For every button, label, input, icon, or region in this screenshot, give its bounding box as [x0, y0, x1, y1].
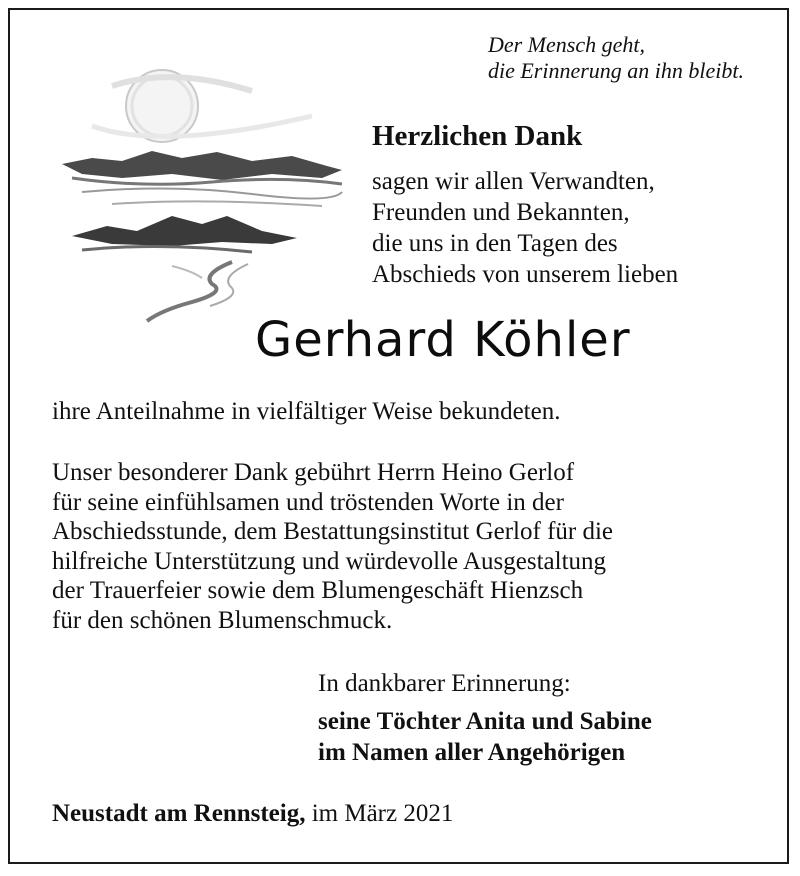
motto: [488, 32, 744, 84]
motto-line-1: Der Mensch geht,: [487, 32, 645, 57]
signers-line-2: im Namen aller Angehörigen: [318, 739, 626, 766]
moon-landscape-sketch-icon: [52, 66, 352, 328]
signers: [318, 706, 652, 768]
signers-line-1: seine Töchter Anita und Sabine: [318, 708, 652, 735]
thanks-line: sagen wir allen Verwandten,: [372, 168, 655, 195]
thanks-line: Freunden und Bekannten,: [372, 199, 630, 226]
paragraph-line: für den schönen Blumenschmuck.: [52, 606, 393, 634]
thanks-line: die uns in den Tagen des: [372, 230, 618, 257]
paragraph-line: Abschiedsstunde, dem Bestattungsinstitut Gerlof für die: [52, 518, 614, 545]
closing-phrase: In dankbarer Erinnerung:: [318, 670, 571, 697]
thanks-text: [372, 166, 678, 290]
paragraph-line: hilfreiche Unterstützung und würdevolle Ausgestaltung: [52, 547, 607, 575]
paragraph-line: Unser besonderer Dank gebührt Herrn Heino Gerlof: [52, 459, 575, 486]
motto-line-2: die Erinnerung an ihn bleibt.: [487, 58, 744, 83]
acknowledgement-paragraph: [52, 458, 613, 635]
paragraph-line: der Trauerfeier sowie dem Blumengeschäft Hienzsch: [52, 577, 584, 604]
place-and-date: [52, 800, 453, 828]
paragraph-line: für seine einfühlsamen und tröstenden Worte in der: [52, 488, 564, 516]
place-town: Neustadt am Rennsteig,: [52, 800, 306, 827]
condolence-line: ihre Anteilnahme in vielfältiger Weise bekundeten.: [52, 398, 561, 425]
place-date: im März 2021: [305, 800, 454, 827]
thanks-line: Abschieds von unserem lieben: [372, 261, 679, 288]
deceased-name: Gerhard Köhler: [255, 312, 631, 368]
thanks-heading: Herzlichen Dank: [372, 120, 583, 152]
